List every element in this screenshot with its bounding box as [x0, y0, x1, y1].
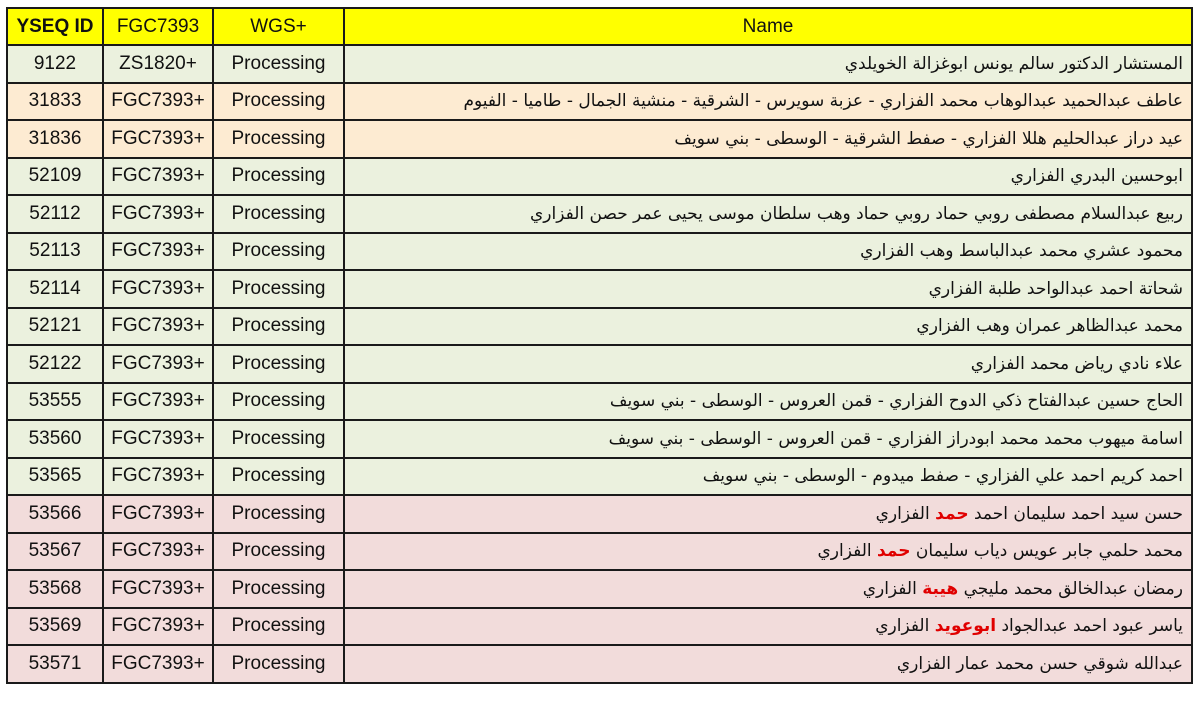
- table-row: [7, 345, 1192, 383]
- name-text: اسامة ميهوب محمد محمد ابودراز الفزاري - قمن العروس - الوسطى - بني سويف: [608, 428, 1183, 449]
- cell-wgs: Processing: [213, 158, 344, 196]
- cell-yseq-id: 31836: [7, 120, 103, 158]
- cell-yseq-id: 52122: [7, 345, 103, 383]
- cell-yseq-id: 9122: [7, 45, 103, 83]
- table-row: [7, 495, 1192, 533]
- name-text: محمود عشري محمد عبدالباسط وهب الفزاري: [860, 241, 1183, 262]
- cell-name: [344, 458, 1192, 496]
- name-text: محمد حلمي جابر عويس دياب سليمان: [910, 541, 1183, 562]
- name-suffix: الفزاري: [875, 503, 936, 524]
- results-table: [6, 7, 1193, 684]
- cell-name: [344, 120, 1192, 158]
- name-text: ياسر عبود احمد عبدالجواد: [996, 616, 1183, 637]
- table-row: [7, 608, 1192, 646]
- name-highlight: حمد: [935, 503, 969, 524]
- cell-wgs: Processing: [213, 645, 344, 683]
- name-text: المستشار الدكتور سالم يونس ابوغزالة الخويلدي: [844, 53, 1183, 74]
- cell-yseq-id: 52114: [7, 270, 103, 308]
- cell-yseq-id: 31833: [7, 83, 103, 121]
- cell-wgs: Processing: [213, 233, 344, 271]
- name-highlight: ابوعويد: [934, 616, 997, 637]
- cell-wgs: Processing: [213, 83, 344, 121]
- cell-fgc: FGC7393+: [103, 120, 213, 158]
- table-row: [7, 233, 1192, 271]
- name-text: ربيع عبدالسلام مصطفى روبي حماد روبي حماد وهب سلطان موسى يحيى عمر حصن الفزاري: [530, 203, 1183, 224]
- cell-yseq-id: 53571: [7, 645, 103, 683]
- cell-name: [344, 495, 1192, 533]
- name-highlight: هيبة: [922, 578, 959, 599]
- cell-yseq-id: 53555: [7, 383, 103, 421]
- cell-wgs: Processing: [213, 420, 344, 458]
- cell-yseq-id: 53569: [7, 608, 103, 646]
- cell-yseq-id: 53568: [7, 570, 103, 608]
- name-text: احمد كريم احمد علي الفزاري - صفط ميدوم - الوسطى - بني سويف: [702, 466, 1183, 487]
- table-row: [7, 570, 1192, 608]
- cell-fgc: FGC7393+: [103, 158, 213, 196]
- cell-yseq-id: 53566: [7, 495, 103, 533]
- name-text: رمضان عبدالخالق محمد مليجي: [958, 578, 1183, 599]
- cell-name: [344, 45, 1192, 83]
- cell-wgs: Processing: [213, 270, 344, 308]
- table-row: [7, 270, 1192, 308]
- name-highlight: حمد: [877, 541, 911, 562]
- cell-name: [344, 158, 1192, 196]
- name-suffix: الفزاري: [875, 616, 935, 637]
- cell-fgc: FGC7393+: [103, 308, 213, 346]
- cell-fgc: FGC7393+: [103, 645, 213, 683]
- cell-fgc: ZS1820+: [103, 45, 213, 83]
- cell-wgs: Processing: [213, 195, 344, 233]
- cell-name: [344, 533, 1192, 571]
- cell-wgs: Processing: [213, 383, 344, 421]
- cell-name: [344, 233, 1192, 271]
- header-yseq-id: YSEQ ID: [7, 8, 103, 45]
- cell-fgc: FGC7393+: [103, 533, 213, 571]
- table-row: [7, 45, 1192, 83]
- name-text: حسن سيد احمد سليمان احمد: [968, 503, 1183, 524]
- cell-yseq-id: 52109: [7, 158, 103, 196]
- cell-wgs: Processing: [213, 495, 344, 533]
- header-fgc: FGC7393: [103, 8, 213, 45]
- cell-fgc: FGC7393+: [103, 270, 213, 308]
- table-row: [7, 308, 1192, 346]
- table-row: [7, 158, 1192, 196]
- cell-wgs: Processing: [213, 120, 344, 158]
- cell-yseq-id: 53565: [7, 458, 103, 496]
- cell-name: [344, 270, 1192, 308]
- cell-name: [344, 645, 1192, 683]
- table-row: [7, 645, 1192, 683]
- cell-yseq-id: 52121: [7, 308, 103, 346]
- cell-yseq-id: 53560: [7, 420, 103, 458]
- cell-fgc: FGC7393+: [103, 495, 213, 533]
- name-suffix: الفزاري: [862, 578, 923, 599]
- cell-fgc: FGC7393+: [103, 420, 213, 458]
- cell-name: [344, 345, 1192, 383]
- cell-fgc: FGC7393+: [103, 233, 213, 271]
- cell-wgs: Processing: [213, 345, 344, 383]
- cell-name: [344, 608, 1192, 646]
- cell-fgc: FGC7393+: [103, 570, 213, 608]
- cell-wgs: Processing: [213, 608, 344, 646]
- name-text: الحاج حسين عبدالفتاح ذكي الدوح الفزاري - قمن العروس - الوسطى - بني سويف: [609, 391, 1183, 412]
- name-suffix: الفزاري: [817, 541, 878, 562]
- cell-name: [344, 383, 1192, 421]
- cell-fgc: FGC7393+: [103, 83, 213, 121]
- table-row: [7, 533, 1192, 571]
- name-text: علاء نادي رياض محمد الفزاري: [970, 353, 1183, 374]
- cell-wgs: Processing: [213, 308, 344, 346]
- cell-yseq-id: 53567: [7, 533, 103, 571]
- cell-fgc: FGC7393+: [103, 383, 213, 421]
- name-text: عبدالله شوقي حسن محمد عمار الفزاري: [896, 653, 1183, 674]
- name-text: محمد عبدالظاهر عمران وهب الفزاري: [916, 316, 1183, 337]
- cell-wgs: Processing: [213, 533, 344, 571]
- header-name: Name: [344, 8, 1192, 45]
- table-body: [7, 45, 1192, 683]
- cell-fgc: FGC7393+: [103, 195, 213, 233]
- cell-name: [344, 570, 1192, 608]
- cell-yseq-id: 52112: [7, 195, 103, 233]
- table-row: [7, 120, 1192, 158]
- cell-fgc: FGC7393+: [103, 458, 213, 496]
- header-row: [7, 8, 1192, 45]
- name-text: عاطف عبدالحميد عبدالوهاب محمد الفزاري - عزبة سويرس - الشرقية - منشية الجمال - طاميا - الفيوم: [463, 91, 1183, 112]
- table-row: [7, 83, 1192, 121]
- table-row: [7, 458, 1192, 496]
- name-text: شحاتة احمد عبدالواحد طلبة الفزاري: [928, 278, 1183, 299]
- cell-wgs: Processing: [213, 458, 344, 496]
- cell-wgs: Processing: [213, 45, 344, 83]
- cell-wgs: Processing: [213, 570, 344, 608]
- table-row: [7, 195, 1192, 233]
- header-wgs: WGS+: [213, 8, 344, 45]
- cell-name: [344, 83, 1192, 121]
- name-text: ابوحسين البدري الفزاري: [1010, 166, 1183, 187]
- cell-yseq-id: 52113: [7, 233, 103, 271]
- name-text: عيد دراز عبدالحليم هللا الفزاري - صفط الشرقية - الوسطى - بني سويف: [674, 128, 1183, 149]
- cell-fgc: FGC7393+: [103, 345, 213, 383]
- table-row: [7, 420, 1192, 458]
- table-row: [7, 383, 1192, 421]
- cell-fgc: FGC7393+: [103, 608, 213, 646]
- cell-name: [344, 308, 1192, 346]
- cell-name: [344, 195, 1192, 233]
- cell-name: [344, 420, 1192, 458]
